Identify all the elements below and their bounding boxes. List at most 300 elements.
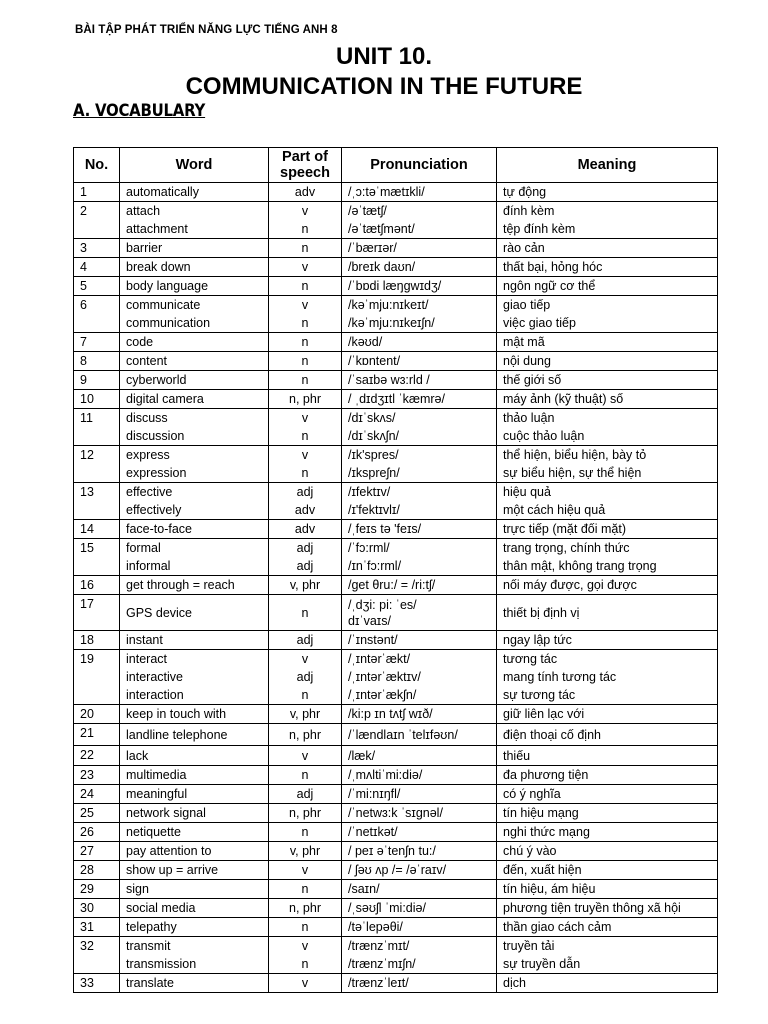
cell-pronunciation [342, 974, 497, 993]
cell-word-line: formal [126, 541, 161, 555]
cell-word-line: landline telephone [126, 727, 228, 742]
cell-pronunciation [342, 899, 497, 918]
cell-pos-line: n, phr [289, 901, 321, 915]
cell-pos-line: v [301, 411, 309, 425]
cell-pronunciation-line: /kəˈmju:nɪkeɪt/ [348, 298, 429, 312]
cell-word-line: instant [126, 633, 163, 647]
cell-meaning-line: tự động [503, 185, 547, 199]
cell-word-line: discuss [126, 411, 168, 425]
cell-meaning [497, 277, 718, 296]
cell-word-line: network signal [126, 806, 206, 820]
cell-pos [269, 918, 342, 937]
cell-meaning-line: đến, xuất hiện [503, 863, 582, 877]
cell-pronunciation-line: /ɪnˈfɔ:rml/ [348, 559, 402, 573]
table-row [74, 371, 718, 390]
cell-pronunciation-line: / ˌdɪdʒɪtl ˈkæmrə/ [348, 392, 445, 406]
cell-pos [269, 390, 342, 409]
cell-pos [269, 804, 342, 823]
cell-word-line: effectively [126, 503, 182, 517]
cell-meaning-line: việc giao tiếp [503, 316, 576, 330]
cell-meaning-line: thế giới số [503, 373, 562, 387]
cell-meaning-line: nối máy được, gọi được [503, 578, 637, 592]
cell-no: 33 [74, 974, 120, 993]
cell-no: 4 [74, 258, 120, 277]
cell-pronunciation-line: / ʃəʊ ʌp /= /əˈraɪv/ [348, 863, 447, 877]
cell-meaning-line: thảo luận [503, 411, 555, 425]
cell-pronunciation-line: /ˈsaɪbə wɜ:rld / [348, 373, 430, 387]
cell-meaning [497, 595, 718, 631]
cell-pos-line: adj [296, 559, 314, 573]
table-row [74, 277, 718, 296]
cell-no: 20 [74, 705, 120, 724]
cell-word [120, 520, 269, 539]
cell-pos [269, 183, 342, 202]
header-part-of-speech [269, 148, 342, 183]
cell-meaning-line: đính kèm [503, 204, 555, 218]
cell-pronunciation-line: /dɪˈskʌʃn/ [348, 429, 399, 443]
cell-meaning [497, 202, 718, 239]
table-row [74, 595, 718, 631]
cell-pronunciation [342, 766, 497, 785]
cell-word [120, 390, 269, 409]
cell-pronunciation [342, 520, 497, 539]
cell-pos [269, 595, 342, 631]
cell-word [120, 974, 269, 993]
cell-pronunciation-line: /ˈnetɪkət/ [348, 825, 398, 839]
cell-meaning-line: đa phương tiện [503, 768, 589, 782]
cell-pronunciation-line: /ɪk'spres/ [348, 448, 399, 462]
cell-word-line: social media [126, 901, 196, 915]
cell-word-line: communicate [126, 298, 201, 312]
cell-word-line: transmit [126, 939, 171, 953]
cell-word [120, 880, 269, 899]
cell-meaning [497, 918, 718, 937]
cell-pronunciation [342, 705, 497, 724]
cell-meaning [497, 483, 718, 520]
cell-meaning-line: thất bại, hỏng hóc [503, 260, 603, 274]
cell-meaning [497, 239, 718, 258]
cell-pronunciation-line: /ˌfeɪs tə 'feɪs/ [348, 522, 422, 536]
cell-pronunciation-line: /ˌɪntərˈæktɪv/ [348, 670, 421, 684]
cell-meaning [497, 766, 718, 785]
cell-no: 11 [74, 409, 120, 446]
cell-meaning-line: thể hiện, biểu hiện, bày tỏ [503, 448, 647, 462]
table-row [74, 705, 718, 724]
cell-no: 32 [74, 937, 120, 974]
cell-meaning-line: chú ý vào [503, 844, 557, 858]
cell-no: 30 [74, 899, 120, 918]
cell-meaning-line: giữ liên lạc với [503, 707, 585, 721]
cell-meaning [497, 650, 718, 705]
cell-pos-line: v, phr [289, 707, 321, 721]
table-row [74, 333, 718, 352]
cell-meaning [497, 705, 718, 724]
cell-pos [269, 520, 342, 539]
cell-no: 18 [74, 631, 120, 650]
cell-pos-line: v, phr [289, 578, 321, 592]
cell-no: 6 [74, 296, 120, 333]
cell-pos-line: v [301, 748, 309, 763]
cell-pos-line: n [301, 279, 309, 293]
cell-pronunciation-line: /ˈfɔ:rml/ [348, 541, 390, 555]
cell-meaning-line: tương tác [503, 652, 558, 666]
cell-pos-line: n [301, 429, 309, 443]
cell-no: 21 [74, 724, 120, 746]
table-row [74, 483, 718, 520]
cell-word-line: digital camera [126, 392, 204, 406]
cell-pos [269, 258, 342, 277]
cell-pronunciation-line: /təˈlepəθi/ [348, 920, 403, 934]
cell-pronunciation-line: /əˈtætʃ/ [348, 204, 387, 218]
cell-no: 25 [74, 804, 120, 823]
cell-meaning-line: tệp đính kèm [503, 222, 576, 236]
cell-word-line: effective [126, 485, 173, 499]
cell-meaning-line: trực tiếp (mặt đối mặt) [503, 522, 626, 536]
cell-pronunciation [342, 202, 497, 239]
cell-pos-line: adv [294, 185, 316, 199]
cell-pronunciation [342, 880, 497, 899]
cell-pos [269, 746, 342, 766]
cell-meaning-line: sự biểu hiện, sự thể hiện [503, 466, 642, 480]
cell-pos [269, 409, 342, 446]
unit-title: COMMUNICATION IN THE FUTURE [185, 73, 583, 100]
cell-meaning [497, 333, 718, 352]
cell-pronunciation [342, 446, 497, 483]
cell-pronunciation-line: /əˈtætʃmənt/ [348, 222, 415, 236]
cell-pos-line: n, phr [289, 392, 321, 406]
cell-pronunciation-line: /læk/ [348, 748, 376, 763]
table-row [74, 974, 718, 993]
table-row [74, 352, 718, 371]
cell-word-line: discussion [126, 429, 185, 443]
cell-word [120, 842, 269, 861]
cell-pronunciation-line: /ˈnetwɜ:k ˈsɪgnəl/ [348, 806, 443, 820]
cell-word-line: telepathy [126, 920, 177, 934]
cell-word-line: attach [126, 204, 161, 218]
header-meaning: Meaning [497, 148, 718, 183]
cell-pos-line: v, phr [289, 844, 321, 858]
cell-meaning [497, 974, 718, 993]
cell-meaning-line: thiết bị định vị [503, 605, 580, 620]
cell-no: 5 [74, 277, 120, 296]
cell-word [120, 724, 269, 746]
cell-pos-line: n [301, 222, 309, 236]
cell-meaning [497, 539, 718, 576]
vocabulary-table [73, 147, 718, 993]
cell-pronunciation-line: / peɪ əˈtenʃn tu:/ [348, 844, 436, 858]
cell-word [120, 333, 269, 352]
cell-meaning [497, 371, 718, 390]
cell-meaning [497, 446, 718, 483]
cell-word-line: sign [126, 882, 149, 896]
cell-meaning [497, 937, 718, 974]
cell-meaning-line: cuộc thảo luận [503, 429, 585, 443]
cell-pronunciation [342, 239, 497, 258]
cell-pronunciation [342, 333, 497, 352]
cell-pronunciation-line: /ˈbærɪər/ [348, 241, 397, 255]
cell-pos [269, 239, 342, 258]
cell-pos-line: v [301, 863, 309, 877]
cell-pos [269, 974, 342, 993]
cell-no: 29 [74, 880, 120, 899]
cell-word-line: cyberworld [126, 373, 187, 387]
cell-word-line: break down [126, 260, 191, 274]
cell-pos [269, 446, 342, 483]
cell-meaning-line: thần giao cách cảm [503, 920, 612, 934]
table-row [74, 576, 718, 595]
cell-word [120, 483, 269, 520]
cell-meaning-line: trang trọng, chính thức [503, 541, 630, 555]
cell-no: 10 [74, 390, 120, 409]
cell-pronunciation-line: /ˌmʌltiˈmi:diə/ [348, 768, 423, 782]
cell-pronunciation [342, 650, 497, 705]
cell-pos-line: adj [296, 541, 314, 555]
cell-pronunciation-line: /ˈkɒntent/ [348, 354, 401, 368]
cell-meaning-line: thiếu [503, 748, 531, 763]
cell-pos [269, 724, 342, 746]
cell-pos-line: v [301, 260, 309, 274]
cell-meaning-line: sự tương tác [503, 688, 576, 702]
cell-pronunciation [342, 539, 497, 576]
cell-word [120, 595, 269, 631]
cell-no: 8 [74, 352, 120, 371]
table-row [74, 539, 718, 576]
cell-word-line: attachment [126, 222, 188, 236]
cell-pos-line: n [301, 241, 309, 255]
table-row [74, 183, 718, 202]
cell-pronunciation-line: /dɪˈskʌs/ [348, 411, 396, 425]
cell-meaning-line: mang tính tương tác [503, 670, 617, 684]
cell-pronunciation-line: /ɪ'fektɪvlɪ/ [348, 503, 400, 517]
cell-word [120, 785, 269, 804]
table-row [74, 746, 718, 766]
cell-pos-line: v [301, 976, 309, 990]
cell-pos [269, 823, 342, 842]
cell-word-line: netiquette [126, 825, 181, 839]
cell-meaning [497, 576, 718, 595]
cell-pronunciation [342, 861, 497, 880]
table-row [74, 766, 718, 785]
cell-word [120, 239, 269, 258]
cell-pos [269, 539, 342, 576]
cell-word [120, 861, 269, 880]
cell-pos-line: v [301, 939, 309, 953]
header-pos-line1: Part of [282, 149, 328, 165]
cell-word [120, 371, 269, 390]
cell-pronunciation-line: /saɪn/ [348, 882, 380, 896]
cell-pos [269, 899, 342, 918]
cell-pronunciation-line: /breɪk daʊn/ [348, 260, 416, 274]
cell-pos [269, 576, 342, 595]
cell-pronunciation-line: /ɪkspreʃn/ [348, 466, 400, 480]
cell-pos [269, 937, 342, 974]
section-heading: A. VOCABULARY [73, 101, 206, 121]
header-no: No. [74, 148, 120, 183]
cell-meaning-line: điện thoại cố định [503, 727, 601, 742]
cell-meaning [497, 183, 718, 202]
cell-pos-line: n [301, 768, 309, 782]
header-word: Word [120, 148, 269, 183]
cell-meaning [497, 823, 718, 842]
cell-pronunciation-line: /ˈlændlaɪn ˈtelɪfəʊn/ [348, 727, 458, 742]
cell-pronunciation [342, 724, 497, 746]
cell-no: 19 [74, 650, 120, 705]
cell-pos-line: n [301, 882, 309, 896]
table-row [74, 390, 718, 409]
table-row [74, 631, 718, 650]
cell-pos-line: n, phr [289, 727, 321, 742]
table-row [74, 861, 718, 880]
cell-meaning-line: hiệu quả [503, 485, 551, 499]
cell-pos [269, 352, 342, 371]
cell-meaning-line: nghi thức mạng [503, 825, 590, 839]
table-body [74, 183, 718, 993]
cell-no: 9 [74, 371, 120, 390]
cell-meaning [497, 352, 718, 371]
cell-word-line: transmission [126, 957, 197, 971]
cell-meaning-line: một cách hiệu quả [503, 503, 606, 517]
cell-pronunciation [342, 296, 497, 333]
cell-word [120, 804, 269, 823]
cell-pronunciation [342, 823, 497, 842]
cell-pronunciation [342, 409, 497, 446]
header-pronunciation: Pronunciation [342, 148, 497, 183]
cell-meaning-line: dịch [503, 976, 526, 990]
cell-meaning [497, 390, 718, 409]
cell-word-line: interact [126, 652, 167, 666]
cell-meaning [497, 880, 718, 899]
cell-pos-line: adj [296, 670, 314, 684]
cell-word [120, 409, 269, 446]
cell-pronunciation [342, 483, 497, 520]
cell-pos-line: n [301, 354, 309, 368]
cell-meaning-line: ngôn ngữ cơ thể [503, 279, 596, 293]
cell-word-line: pay attention to [126, 844, 212, 858]
cell-pronunciation-line: /kəʊd/ [348, 335, 383, 349]
cell-meaning [497, 899, 718, 918]
cell-pos-line: n [301, 373, 309, 387]
cell-pronunciation-line: /get θru:/ = /ri:tʃ/ [348, 578, 436, 592]
cell-word-line: face-to-face [126, 522, 193, 536]
cell-no: 23 [74, 766, 120, 785]
cell-meaning [497, 842, 718, 861]
cell-no: 3 [74, 239, 120, 258]
cell-pronunciation [342, 576, 497, 595]
cell-word [120, 899, 269, 918]
table-row [74, 409, 718, 446]
cell-word [120, 631, 269, 650]
cell-pos [269, 202, 342, 239]
cell-pos-line: n [301, 316, 309, 330]
cell-pos-line: v [301, 652, 309, 666]
cell-pronunciation-line: /trænzˈmɪʃn/ [348, 957, 416, 971]
cell-no: 1 [74, 183, 120, 202]
cell-word [120, 539, 269, 576]
cell-pronunciation-line: /ˈmi:nɪŋfl/ [348, 787, 401, 801]
cell-word [120, 446, 269, 483]
cell-meaning-line: máy ảnh (kỹ thuật) số [503, 392, 624, 406]
cell-pos-line: n [301, 688, 309, 702]
cell-word [120, 918, 269, 937]
cell-word [120, 258, 269, 277]
cell-no: 28 [74, 861, 120, 880]
cell-meaning [497, 785, 718, 804]
cell-pronunciation-line: /ˌɔ:təˈmætɪkli/ [348, 185, 425, 199]
cell-word-line: code [126, 335, 154, 349]
cell-word-line: multimedia [126, 768, 187, 782]
cell-word-line: show up = arrive [126, 863, 219, 877]
cell-word-line: automatically [126, 185, 199, 199]
table-row [74, 296, 718, 333]
cell-meaning-line: mật mã [503, 335, 545, 349]
cell-pos-line: n, phr [289, 806, 321, 820]
cell-pronunciation [342, 804, 497, 823]
cell-pos [269, 631, 342, 650]
cell-pronunciation [342, 258, 497, 277]
cell-pronunciation [342, 746, 497, 766]
cell-pronunciation [342, 595, 497, 631]
cell-word-line: express [126, 448, 170, 462]
table-header-row [74, 148, 718, 183]
cell-pos-line: n [301, 920, 309, 934]
cell-meaning [497, 296, 718, 333]
cell-meaning-line: ngay lập tức [503, 633, 572, 647]
cell-meaning [497, 746, 718, 766]
cell-meaning-line: tín hiệu, ám hiệu [503, 882, 596, 896]
cell-word [120, 823, 269, 842]
cell-pronunciation-line: /trænzˈleɪt/ [348, 976, 409, 990]
cell-meaning [497, 409, 718, 446]
table-row [74, 918, 718, 937]
cell-word-line: keep in touch with [126, 707, 227, 721]
cell-pos-line: v [301, 448, 309, 462]
table-row [74, 937, 718, 974]
table-row [74, 804, 718, 823]
cell-pronunciation-line: /trænzˈmɪt/ [348, 939, 410, 953]
cell-word [120, 705, 269, 724]
cell-word-line: lack [126, 748, 149, 763]
cell-pos-line: n [301, 957, 309, 971]
cell-pronunciation [342, 918, 497, 937]
cell-meaning-line: thân mật, không trang trọng [503, 559, 657, 573]
cell-pos [269, 842, 342, 861]
cell-pos [269, 650, 342, 705]
cell-no: 26 [74, 823, 120, 842]
cell-pronunciation [342, 371, 497, 390]
cell-word-line: informal [126, 559, 171, 573]
cell-pronunciation-line: /ˌdʒi: pi: ˈes/ [348, 597, 417, 612]
table-row [74, 258, 718, 277]
cell-word [120, 352, 269, 371]
table-row [74, 239, 718, 258]
cell-word-line: interaction [126, 688, 184, 702]
cell-word-line: barrier [126, 241, 163, 255]
cell-meaning-line: giao tiếp [503, 298, 551, 312]
cell-meaning [497, 804, 718, 823]
table-row [74, 724, 718, 746]
cell-pos-line: v [301, 204, 309, 218]
cell-word-line: GPS device [126, 605, 193, 620]
cell-pos-line: n [301, 825, 309, 839]
cell-word-line: content [126, 354, 168, 368]
cell-word [120, 576, 269, 595]
cell-word [120, 746, 269, 766]
cell-word [120, 766, 269, 785]
cell-word-line: meaningful [126, 787, 188, 801]
cell-pos [269, 785, 342, 804]
cell-pos [269, 880, 342, 899]
cell-meaning-line: truyền tải [503, 939, 555, 953]
